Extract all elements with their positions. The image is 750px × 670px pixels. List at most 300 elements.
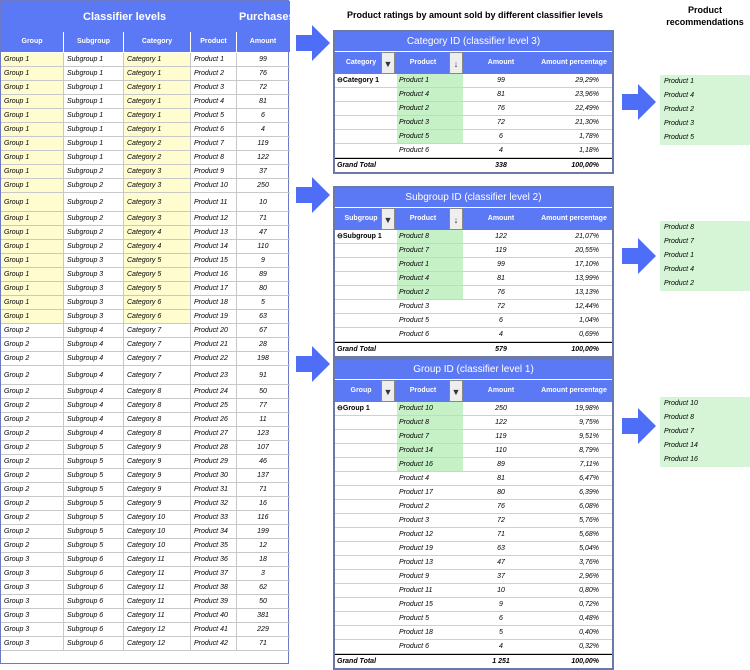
table-cell: Subgroup 6 <box>63 581 123 594</box>
table-cell: Product 39 <box>190 595 236 608</box>
table-cell: Category 10 <box>123 539 190 552</box>
product-cell[interactable]: Product 17 <box>399 489 433 496</box>
group-label[interactable] <box>337 74 395 87</box>
table-row <box>1 539 290 553</box>
table-cell: Product 10 <box>190 179 236 192</box>
table-cell: Group 1 <box>1 282 63 295</box>
table-cell: Subgroup 2 <box>63 240 123 253</box>
pivot-header-row <box>335 208 612 230</box>
pivot-row <box>335 102 612 116</box>
table-cell: Category 8 <box>123 399 190 412</box>
product-header[interactable]: Product <box>409 215 437 222</box>
table-cell: 89 <box>236 268 289 281</box>
table-cell: Product 27 <box>190 427 236 440</box>
product-cell[interactable]: Product 8 <box>397 416 463 429</box>
table-cell: 71 <box>236 212 289 225</box>
table-cell: Category 2 <box>123 151 190 164</box>
product-cell[interactable]: Product 6 <box>399 331 429 338</box>
product-cell[interactable]: Product 7 <box>397 430 463 443</box>
table-cell: Product 28 <box>190 441 236 454</box>
table-cell: Product 11 <box>190 193 236 211</box>
pivot-row <box>335 74 612 88</box>
percentage-cell: 8,79% <box>579 447 599 454</box>
pivot-row <box>335 244 612 258</box>
recommended-product: Product 4 <box>664 92 694 99</box>
pivot-row <box>335 144 612 158</box>
recommended-product: Product 1 <box>664 252 694 259</box>
product-cell[interactable]: Product 5 <box>399 615 429 622</box>
table-row <box>1 165 290 179</box>
product-cell[interactable]: Product 12 <box>399 531 433 538</box>
table-cell: Subgroup 4 <box>63 352 123 365</box>
table-row <box>1 282 290 296</box>
pivot-row <box>335 598 612 612</box>
table-cell: Subgroup 3 <box>63 310 123 323</box>
amount-cell: 71 <box>497 531 505 538</box>
table-cell: Group 2 <box>4 355 30 362</box>
table-cell: Subgroup 6 <box>63 567 123 580</box>
table-cell: 50 <box>236 385 289 398</box>
table-cell: Group 1 <box>1 179 63 192</box>
pivot-row <box>335 444 612 458</box>
column-headers <box>1 32 290 52</box>
pivot-row <box>335 130 612 144</box>
table-row <box>1 240 290 254</box>
table-cell: Group 1 <box>1 151 63 164</box>
product-cell[interactable]: Product 1 <box>397 74 463 87</box>
grand-total-label: Grand Total <box>337 658 377 665</box>
table-cell: 110 <box>236 240 289 253</box>
table-cell: Subgroup 4 <box>63 324 123 337</box>
percentage-cell: 1,04% <box>579 317 599 324</box>
table-row <box>1 413 290 427</box>
grand-total-row <box>335 654 612 668</box>
table-cell: Subgroup 6 <box>63 595 123 608</box>
table-row <box>1 623 290 637</box>
table-cell: Product 29 <box>190 455 236 468</box>
percentage-cell: 5,68% <box>579 531 599 538</box>
table-cell: Group 3 <box>4 570 30 577</box>
table-cell: Category 1 <box>123 81 190 94</box>
percentage-cell: 0,48% <box>579 615 599 622</box>
product-cell[interactable]: Product 11 <box>399 587 433 594</box>
table-cell: Subgroup 1 <box>63 53 123 66</box>
product-cell[interactable]: Product 6 <box>399 643 429 650</box>
row-field-header[interactable]: Group <box>350 387 372 394</box>
pivot-row <box>335 230 612 244</box>
recommendations-subgroup <box>660 221 750 291</box>
product-cell[interactable]: Product 13 <box>399 559 433 566</box>
table-cell: Product 2 <box>190 67 236 80</box>
column-header-product[interactable]: Product <box>190 32 236 52</box>
product-cell[interactable]: Product 19 <box>399 545 433 552</box>
table-cell: 16 <box>236 497 289 510</box>
table-cell: Product 38 <box>190 581 236 594</box>
group-label[interactable] <box>337 402 395 415</box>
table-cell: 5 <box>236 296 289 309</box>
table-cell: 72 <box>236 81 289 94</box>
table-cell: Group 1 <box>1 193 63 211</box>
arrow-right-icon <box>622 408 656 444</box>
table-cell: Category 3 <box>123 193 190 211</box>
arrow-right-icon <box>296 346 330 382</box>
table-cell: Product 15 <box>190 254 236 267</box>
table-cell: Product 41 <box>190 623 236 636</box>
grand-total-label: Grand Total <box>337 162 377 169</box>
grand-total-amount: 1 251 <box>492 658 510 665</box>
table-cell: Group 3 <box>4 556 30 563</box>
amount-cell: 72 <box>497 119 505 126</box>
table-cell: Product 12 <box>190 212 236 225</box>
sort-desc-icon[interactable]: ↓ <box>449 52 463 74</box>
recommended-product: Product 5 <box>664 134 694 141</box>
grand-total-percentage: 100,00% <box>571 346 599 353</box>
product-header[interactable]: Product <box>409 387 437 394</box>
column-header-amount[interactable]: Amount <box>236 32 289 52</box>
amount-cell: 99 <box>497 77 505 84</box>
table-cell: Product 18 <box>190 296 236 309</box>
table-cell: Product 42 <box>190 637 236 650</box>
product-cell[interactable]: Product 9 <box>399 573 429 580</box>
percentage-cell: 3,76% <box>579 559 599 566</box>
table-cell: Category 8 <box>123 385 190 398</box>
product-cell[interactable]: Product 5 <box>397 130 463 143</box>
product-cell[interactable]: Product 7 <box>397 244 463 257</box>
table-cell: Product 9 <box>190 165 236 178</box>
table-cell: Group 2 <box>4 388 30 395</box>
product-cell[interactable]: Product 10 <box>397 402 463 415</box>
table-cell: 3 <box>236 567 289 580</box>
table-cell: Product 33 <box>190 511 236 524</box>
table-cell: Group 1 <box>1 226 63 239</box>
amount-cell: 4 <box>499 331 503 338</box>
arrow-right-icon <box>622 84 656 120</box>
row-field-header[interactable]: Subgroup <box>344 215 378 222</box>
recommended-product: Product 7 <box>664 428 694 435</box>
product-cell[interactable]: Product 4 <box>397 88 463 101</box>
table-cell: Category 12 <box>123 637 190 650</box>
table-cell: 46 <box>236 455 289 468</box>
table-cell: 67 <box>236 324 289 337</box>
grand-total-amount: 579 <box>495 346 507 353</box>
table-cell: 50 <box>236 595 289 608</box>
table-cell: Group 1 <box>1 268 63 281</box>
table-row <box>1 81 290 95</box>
table-cell: Group 1 <box>1 296 63 309</box>
table-cell: Category 4 <box>123 226 190 239</box>
pivot-row <box>335 514 612 528</box>
table-cell: Product 4 <box>190 95 236 108</box>
column-header-group[interactable]: Group <box>21 38 43 45</box>
table-row <box>1 366 290 385</box>
product-cell[interactable]: Product 6 <box>399 147 429 154</box>
table-row <box>1 179 290 193</box>
amount-cell: 4 <box>499 643 503 650</box>
product-cell[interactable]: Product 14 <box>397 444 463 457</box>
column-header-subgroup[interactable]: Subgroup <box>63 32 123 52</box>
table-cell: 76 <box>236 67 289 80</box>
table-row <box>1 123 290 137</box>
pivot-title: Category ID (classifier level 3) <box>335 32 612 52</box>
table-cell: Product 20 <box>190 324 236 337</box>
amount-cell: 81 <box>497 91 505 98</box>
product-cell[interactable]: Product 4 <box>397 272 463 285</box>
filter-icon[interactable]: ▼ <box>381 380 395 402</box>
percentage-cell: 0,69% <box>579 331 599 338</box>
percentage-cell: 20,55% <box>575 247 599 254</box>
pivot-row <box>335 500 612 514</box>
table-cell: Subgroup 6 <box>63 553 123 566</box>
table-cell: Category 9 <box>123 469 190 482</box>
recommendations-category <box>660 75 750 145</box>
table-row <box>1 296 290 310</box>
amount-cell: 76 <box>497 289 505 296</box>
amount-cell: 63 <box>497 545 505 552</box>
grand-total-label: Grand Total <box>337 346 377 353</box>
pivot-category <box>333 30 614 174</box>
table-cell: Subgroup 5 <box>63 483 123 496</box>
table-cell: Category 7 <box>123 324 190 337</box>
pivot-row <box>335 626 612 640</box>
percentage-cell: 13,99% <box>575 275 599 282</box>
collapse-icon[interactable]: ⊖ <box>337 233 343 240</box>
pivot-row <box>335 286 612 300</box>
table-cell: Group 3 <box>4 612 30 619</box>
product-cell[interactable]: Product 1 <box>397 258 463 271</box>
amount-cell: 76 <box>497 503 505 510</box>
table-cell: 71 <box>236 483 289 496</box>
pivot-row <box>335 300 612 314</box>
table-cell: Group 1 <box>1 123 63 136</box>
percentage-cell: 22,49% <box>575 105 599 112</box>
amount-cell: 47 <box>497 559 505 566</box>
pivot-header-row <box>335 380 612 402</box>
percentage-cell: 0,72% <box>579 601 599 608</box>
table-cell: 137 <box>236 469 289 482</box>
table-cell: Subgroup 1 <box>63 109 123 122</box>
table-cell: Subgroup 1 <box>63 151 123 164</box>
table-cell: Group 1 <box>1 165 63 178</box>
percentage-cell: 7,11% <box>579 461 599 468</box>
percentage-cell: 0,32% <box>579 643 599 650</box>
table-cell: Group 2 <box>4 500 30 507</box>
column-header-category[interactable]: Category <box>123 32 190 52</box>
table-cell: Product 25 <box>190 399 236 412</box>
product-header[interactable]: Product <box>409 59 437 66</box>
table-cell: Category 6 <box>123 296 190 309</box>
table-cell: 28 <box>236 338 289 351</box>
table-cell: Product 37 <box>190 567 236 580</box>
table-row <box>1 385 290 399</box>
table-row <box>1 67 290 81</box>
pivot-row <box>335 472 612 486</box>
table-cell: Subgroup 5 <box>63 469 123 482</box>
amount-cell: 122 <box>495 233 507 240</box>
table-row <box>1 352 290 366</box>
table-cell: Group 3 <box>4 584 30 591</box>
table-row <box>1 441 290 455</box>
table-cell: 62 <box>236 581 289 594</box>
table-cell: Subgroup 2 <box>63 226 123 239</box>
amount-cell: 99 <box>497 261 505 268</box>
table-cell: Product 35 <box>190 539 236 552</box>
pivot-row <box>335 328 612 342</box>
amount-cell: 119 <box>495 247 507 254</box>
product-cell[interactable]: Product 16 <box>397 458 463 471</box>
percentage-cell: 21,30% <box>575 119 599 126</box>
table-cell: Group 1 <box>1 240 63 253</box>
product-cell[interactable]: Product 2 <box>397 102 463 115</box>
table-row <box>1 212 290 226</box>
recommended-product: Product 10 <box>664 400 698 407</box>
table-cell: 10 <box>236 193 289 211</box>
sort-desc-icon[interactable]: ↓ <box>449 208 463 230</box>
table-cell: Category 11 <box>123 553 190 566</box>
table-row <box>1 525 290 539</box>
amount-cell: 122 <box>495 419 507 426</box>
table-cell: 381 <box>236 609 289 622</box>
recommendations-group <box>660 397 750 467</box>
collapse-icon[interactable]: ⊖ <box>337 405 343 412</box>
percentage-cell: 13,13% <box>575 289 599 296</box>
grand-total-percentage: 100,00% <box>571 658 599 665</box>
table-cell: Product 34 <box>190 525 236 538</box>
row-field-header[interactable]: Category <box>345 59 377 66</box>
percentage-cell: 21,07% <box>575 233 599 240</box>
table-cell: Subgroup 3 <box>63 296 123 309</box>
grand-total-row <box>335 158 612 172</box>
table-cell: Product 36 <box>190 553 236 566</box>
table-cell: Product 22 <box>190 352 236 365</box>
amount-cell: 119 <box>495 433 507 440</box>
table-cell: Subgroup 6 <box>63 623 123 636</box>
table-row <box>1 324 290 338</box>
table-cell: Product 14 <box>190 240 236 253</box>
table-cell: 229 <box>236 623 289 636</box>
arrow-right-icon <box>296 25 330 61</box>
grand-total-row <box>335 342 612 356</box>
table-cell: Product 13 <box>190 226 236 239</box>
purchases-table <box>0 0 295 664</box>
amount-header: Amount <box>487 215 515 222</box>
recommended-product: Product 7 <box>664 238 694 245</box>
filter-icon[interactable]: ▼ <box>381 52 395 74</box>
table-row <box>1 310 290 324</box>
collapse-icon[interactable]: ⊖ <box>337 77 343 84</box>
table-cell: Category 1 <box>123 67 190 80</box>
table-cell: Subgroup 1 <box>63 81 123 94</box>
percentage-cell: 6,47% <box>579 475 599 482</box>
table-cell: Group 2 <box>4 444 30 451</box>
table-row <box>1 399 290 413</box>
table-cell: Group 2 <box>4 402 30 409</box>
recommendations-title: Product recommendations <box>666 5 744 27</box>
pivot-row <box>335 528 612 542</box>
table-top-header <box>1 1 295 32</box>
table-cell: Subgroup 4 <box>63 338 123 351</box>
table-row <box>1 95 290 109</box>
table-cell: 199 <box>236 525 289 538</box>
amount-header: Amount <box>487 59 515 66</box>
pivot-row <box>335 402 612 416</box>
table-cell: Category 1 <box>123 95 190 108</box>
product-cell[interactable]: Product 8 <box>397 230 463 243</box>
table-cell: Subgroup 4 <box>63 413 123 426</box>
percentage-cell: 23,96% <box>575 91 599 98</box>
amount-cell: 6 <box>499 317 503 324</box>
purchases-header: Purchases <box>239 11 295 23</box>
amount-cell: 72 <box>497 303 505 310</box>
table-cell: 91 <box>236 366 289 384</box>
table-cell: 250 <box>236 179 289 192</box>
table-cell: Subgroup 1 <box>63 67 123 80</box>
table-cell: Category 8 <box>123 427 190 440</box>
product-cell[interactable]: Product 2 <box>397 286 463 299</box>
product-cell[interactable]: Product 18 <box>399 629 433 636</box>
table-cell: 63 <box>236 310 289 323</box>
table-cell: Subgroup 1 <box>63 137 123 150</box>
table-cell: Group 2 <box>4 416 30 423</box>
pivot-row <box>335 612 612 626</box>
table-cell: Group 3 <box>4 626 30 633</box>
table-cell: Subgroup 3 <box>63 254 123 267</box>
pivot-row <box>335 486 612 500</box>
percentage-cell: 2,96% <box>579 573 599 580</box>
pivot-row <box>335 430 612 444</box>
product-cell[interactable]: Product 3 <box>399 517 429 524</box>
amount-cell: 6 <box>499 615 503 622</box>
table-cell: Group 2 <box>4 472 30 479</box>
percentage-cell: 19,98% <box>575 405 599 412</box>
table-cell: Subgroup 5 <box>63 497 123 510</box>
amount-cell: 10 <box>497 587 505 594</box>
recommended-product: Product 3 <box>664 120 694 127</box>
product-cell[interactable]: Product 4 <box>399 475 429 482</box>
product-cell[interactable]: Product 3 <box>399 303 429 310</box>
table-cell: Subgroup 5 <box>63 539 123 552</box>
table-cell: Group 2 <box>4 486 30 493</box>
table-cell: Group 2 <box>4 458 30 465</box>
pivot-row <box>335 640 612 654</box>
table-cell: Product 3 <box>190 81 236 94</box>
table-cell: Category 9 <box>123 483 190 496</box>
table-cell: Product 31 <box>190 483 236 496</box>
table-cell: Category 9 <box>123 441 190 454</box>
percentage-cell: 1,78% <box>579 133 599 140</box>
product-cell[interactable]: Product 2 <box>399 503 429 510</box>
recommended-product: Product 16 <box>664 456 698 463</box>
amount-cell: 250 <box>495 405 507 412</box>
filter-icon[interactable]: ▼ <box>381 208 395 230</box>
table-cell: Product 5 <box>190 109 236 122</box>
table-cell: Category 9 <box>123 455 190 468</box>
pivot-title: Group ID (classifier level 1) <box>335 360 612 380</box>
table-row <box>1 268 290 282</box>
table-cell: Product 1 <box>190 53 236 66</box>
product-cell[interactable]: Product 3 <box>397 116 463 129</box>
table-cell: Category 5 <box>123 282 190 295</box>
table-cell: Group 1 <box>1 137 63 150</box>
table-row <box>1 553 290 567</box>
pivot-row <box>335 556 612 570</box>
group-label[interactable] <box>337 230 395 243</box>
table-cell: Category 11 <box>123 567 190 580</box>
filter-icon[interactable]: ▼ <box>449 380 463 402</box>
pivot-row <box>335 416 612 430</box>
table-cell: Group 2 <box>4 371 30 379</box>
product-cell[interactable]: Product 15 <box>399 601 433 608</box>
product-cell[interactable]: Product 5 <box>399 317 429 324</box>
